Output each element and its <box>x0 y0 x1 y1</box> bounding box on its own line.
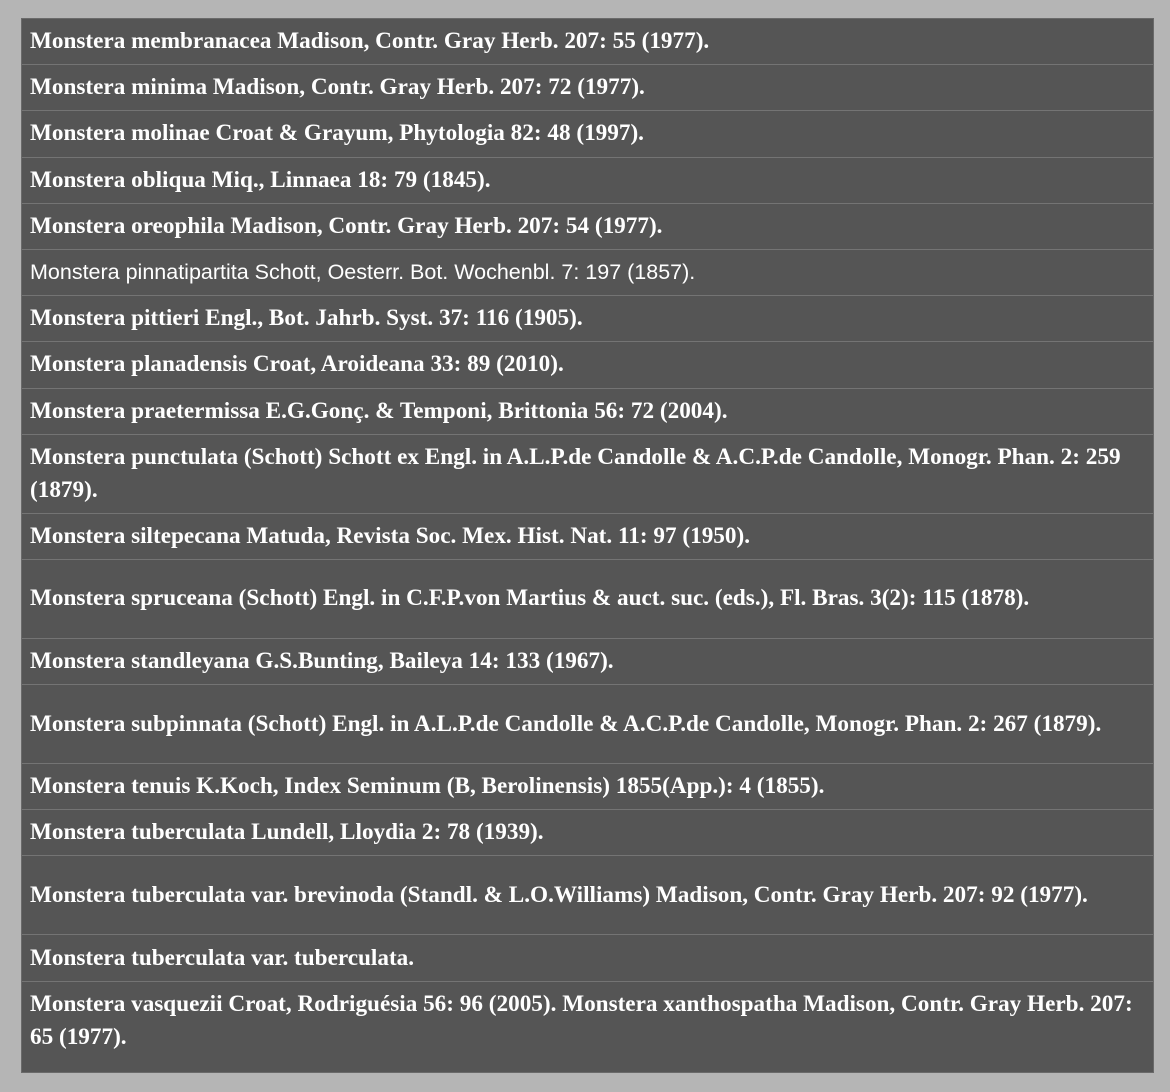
list-item-text: Monstera pittieri Engl., Bot. Jahrb. Syst. 37: 116 (1905). <box>30 305 583 332</box>
list-item-text: Monstera tuberculata Lundell, Lloydia 2: 78 (1939). <box>30 819 544 846</box>
list-item-text: Monstera siltepecana Matuda, Revista Soc. Mex. Hist. Nat. 11: 97 (1950). <box>30 522 751 549</box>
list-item-text: Monstera praetermissa E.G.Gonç. & Temponi, Brittonia 56: 72 (2004). <box>30 397 728 424</box>
list-item <box>22 764 1153 810</box>
list-item <box>22 514 1153 560</box>
list-item <box>22 342 1153 388</box>
list-item <box>22 296 1153 342</box>
list-item-text: Monstera obliqua Miq., Linnaea 18: 79 (1845). <box>30 166 491 193</box>
list-item-text: Monstera molinae Croat & Grayum, Phytologia 82: 48 (1997). <box>30 120 644 147</box>
list-item-text: Monstera membranacea Madison, Contr. Gray Herb. 207: 55 (1977). <box>30 28 710 55</box>
list-item <box>22 935 1153 981</box>
list-item <box>22 560 1153 639</box>
list-item <box>22 639 1153 685</box>
list-item <box>22 250 1153 296</box>
list-item-text: Monstera tuberculata var. tuberculata. <box>30 944 415 971</box>
list-item <box>22 158 1153 204</box>
list-item-text: Monstera tenuis K.Koch, Index Seminum (B, Berolinensis) 1855(App.): 4 (1855). <box>30 773 825 800</box>
species-list <box>21 18 1154 1073</box>
list-item-text: Monstera minima Madison, Contr. Gray Herb. 207: 72 (1977). <box>30 74 645 101</box>
list-item <box>22 982 1153 1061</box>
list-item <box>22 111 1153 157</box>
list-item-text: Monstera subpinnata (Schott) Engl. in A.L.P.de Candolle & A.C.P.de Candolle, Monogr. Phan. 2: 267 (1879). <box>30 710 1102 737</box>
list-item-text: Monstera pinnatipartita Schott, Oesterr. Bot. Wochenbl. 7: 197 (1857). <box>30 260 696 285</box>
list-item-text: Monstera vasquezii Croat, Rodriguésia 56: 96 (2005). Monstera xanthospatha Madison, Contr. Gray Herb. 207: 65 (1977). <box>30 991 1133 1051</box>
list-item <box>22 19 1153 65</box>
list-item <box>22 856 1153 935</box>
list-item-text: Monstera planadensis Croat, Aroideana 33: 89 (2010). <box>30 351 564 378</box>
list-item <box>22 810 1153 856</box>
list-item-text: Monstera punctulata (Schott) Schott ex Engl. in A.L.P.de Candolle & A.C.P.de Candolle, Monogr. Phan. 2: 259 (1879). <box>30 443 1121 503</box>
list-item-text: Monstera tuberculata var. brevinoda (Standl. & L.O.Williams) Madison, Contr. Gray Herb. 207: 92 (1977). <box>30 881 1088 908</box>
list-item <box>22 685 1153 764</box>
list-item <box>22 435 1153 514</box>
list-item <box>22 204 1153 250</box>
list-item-text: Monstera oreophila Madison, Contr. Gray Herb. 207: 54 (1977). <box>30 212 663 239</box>
list-item <box>22 389 1153 435</box>
list-item <box>22 65 1153 111</box>
list-item-text: Monstera standleyana G.S.Bunting, Baileya 14: 133 (1967). <box>30 647 614 674</box>
list-item-text: Monstera spruceana (Schott) Engl. in C.F.P.von Martius & auct. suc. (eds.), Fl. Bras. 3(2): 115 (1878). <box>30 585 1030 612</box>
